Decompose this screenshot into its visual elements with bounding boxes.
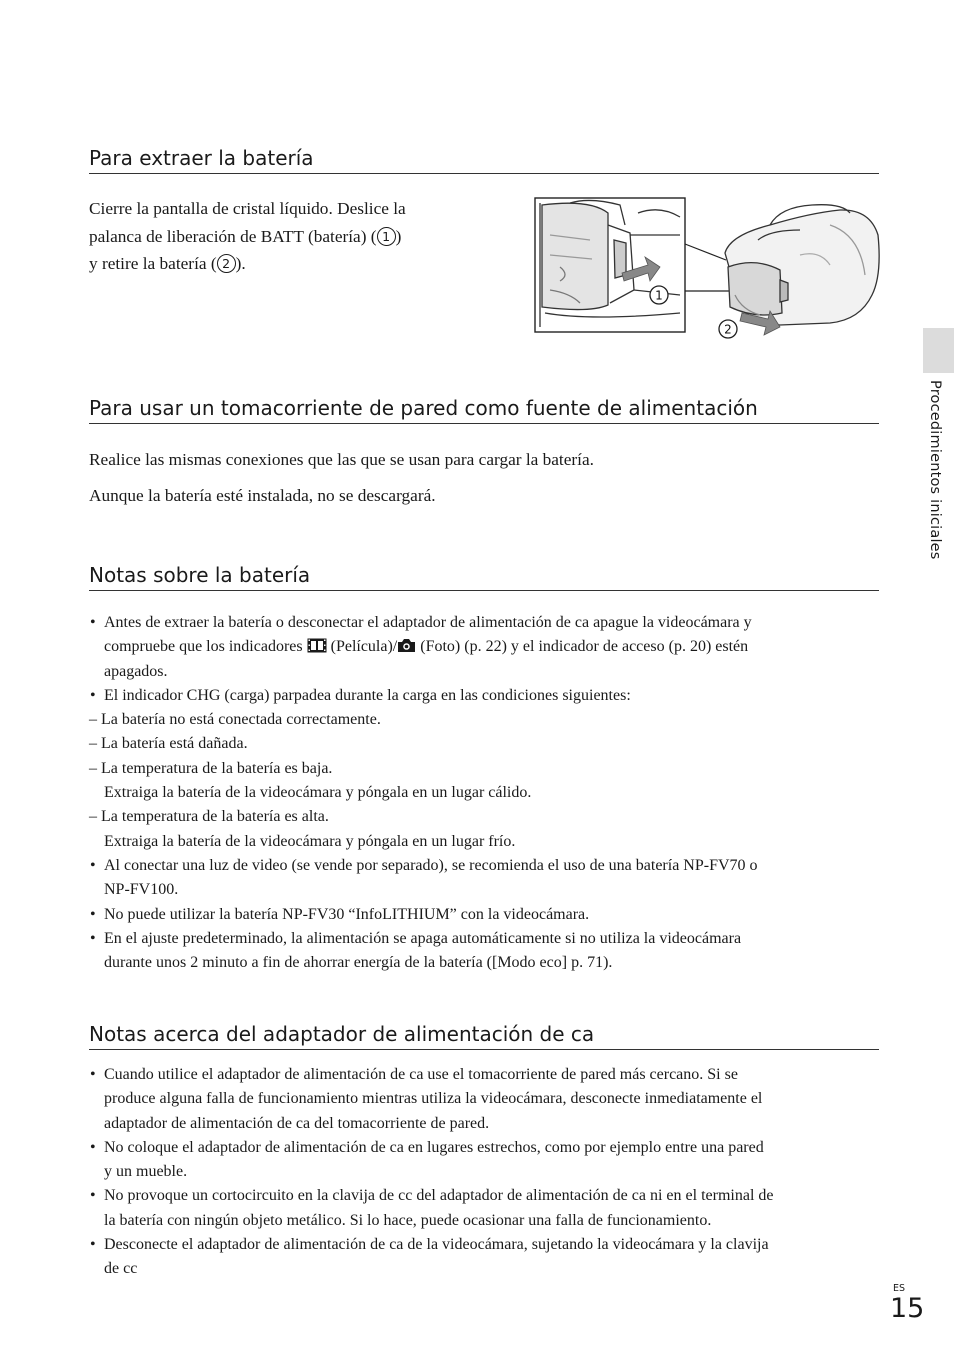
remove-line-1: Cierre la pantalla de cristal líquido. Deslice la	[89, 199, 406, 218]
list-item	[89, 1233, 879, 1282]
an-b4-l2: de cc	[104, 1260, 138, 1278]
bn-b1-l2b: (Película)/	[330, 638, 398, 656]
remove-line-3a: y retire la batería (	[89, 254, 217, 273]
remove-line-2b: )	[395, 226, 402, 246]
camera-icon	[397, 638, 416, 653]
wall-outlet-p2: Aunque la batería esté instalada, no se descargará.	[89, 486, 436, 505]
list-item	[89, 1063, 879, 1136]
heading-battery-notes: Notas sobre la batería	[89, 563, 879, 591]
bn-b3-l1: Al conectar una luz de video (se vende por separado), se recomienda el uso de una batería NP-FV70 o	[104, 856, 758, 874]
film-strip-icon	[307, 638, 327, 653]
heading-remove-battery: Para extraer la batería	[89, 146, 879, 174]
section-tab	[923, 328, 954, 373]
bn-b2-s4b: Extraiga la batería de la videocámara y póngala en un lugar frío.	[104, 832, 516, 850]
bn-b1-l2a: compruebe que los indicadores	[104, 638, 303, 656]
bn-b5-l2: durante unos 2 minuto a fin de ahorrar energía de la batería ([Modo eco] p. 71).	[104, 954, 613, 972]
bn-b2-s2: – La batería está dañada.	[89, 735, 248, 753]
callout-2-icon: 2	[217, 254, 236, 273]
heading-wall-outlet: Para usar un tomacorriente de pared como fuente de alimentación	[89, 396, 879, 424]
bn-b5-l1: En el ajuste predeterminado, la alimentación se apaga automáticamente si no utiliza la videocámara	[104, 929, 742, 947]
bn-b1-l1: Antes de extraer la batería o desconectar el adaptador de alimentación de ca apague la videocámara y	[104, 614, 752, 631]
list-item	[89, 684, 879, 708]
wall-outlet-p1: Realice las mismas conexiones que las que se usan para cargar la batería.	[89, 450, 594, 469]
list-item	[89, 1184, 879, 1233]
bn-b2-s1: – La batería no está conectada correctamente.	[89, 711, 381, 729]
an-b1-l2: produce alguna falla de funcionamiento mientras utiliza la videocámara, desconecte inmediatamente el	[104, 1090, 763, 1108]
list-item	[89, 1136, 879, 1185]
bn-b1-l2c: (Foto) (p. 22) y el indicador de acceso (p. 20) estén	[420, 638, 749, 656]
list-item	[89, 708, 879, 854]
section-side-label: Procedimientos iniciales	[927, 380, 943, 560]
bn-b2-s3b: Extraiga la batería de la videocámara y póngala en un lugar cálido.	[104, 784, 532, 802]
an-b3-l2: la batería con ningún objeto metálico. Si lo hace, puede ocasionar una falla de funcionamiento.	[104, 1211, 712, 1229]
remove-line-2a: palanca de liberación de BATT (batería) (	[89, 226, 377, 246]
adapter-notes-list	[89, 1063, 879, 1282]
remove-line-3b: ).	[235, 254, 246, 273]
language-code: ES	[893, 1283, 906, 1294]
remove-battery-text	[89, 195, 489, 278]
bn-b2-s4: – La temperatura de la batería es alta.	[89, 808, 329, 826]
list-item	[89, 903, 879, 927]
list-item	[89, 854, 879, 903]
an-b2-l1: No coloque el adaptador de alimentación de ca en lugares estrechos, como por ejemplo entre una pared	[104, 1138, 764, 1156]
an-b1-l1: Cuando utilice el adaptador de alimentación de ca use el tomacorriente de pared más cercano. Si se	[104, 1066, 738, 1083]
list-item	[89, 927, 879, 976]
an-b3-l1: No provoque un cortocircuito en la clavija de cc del adaptador de alimentación de ca ni en el terminal de	[104, 1187, 774, 1205]
bn-b2-s3: – La temperatura de la batería es baja.	[89, 759, 333, 777]
bn-b3-l2: NP-FV100.	[104, 881, 179, 899]
battery-notes-list	[89, 611, 879, 975]
battery-removal-illustration	[530, 195, 882, 345]
bn-b2-l1: El indicador CHG (carga) parpadea durante la carga en las condiciones siguientes:	[104, 686, 631, 704]
page-number: 15	[890, 1293, 925, 1324]
an-b2-l2: y un mueble.	[104, 1163, 188, 1181]
an-b1-l3: adaptador de alimentación de ca del tomacorriente de pared.	[104, 1114, 490, 1132]
heading-adapter-notes: Notas acerca del adaptador de alimentación de ca	[89, 1022, 879, 1050]
bn-b1-l3: apagados.	[104, 662, 168, 680]
list-item	[89, 611, 879, 684]
svg-text:1: 1	[655, 288, 663, 303]
bn-b4-l1: No puede utilizar la batería NP-FV30 “InfoLITHIUM” con la videocámara.	[104, 905, 590, 923]
svg-text:2: 2	[724, 322, 732, 337]
camcorder-drawing	[725, 205, 879, 325]
an-b4-l1: Desconecte el adaptador de alimentación de ca de la videocámara, sujetando la videocámara y la clavija	[104, 1236, 769, 1254]
callout-1-icon: 1	[377, 227, 396, 246]
